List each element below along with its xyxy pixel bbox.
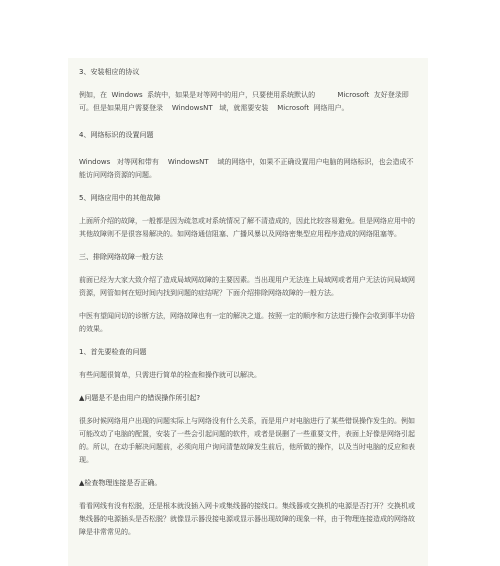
section-heading-network-id: 4、网络标识的设置问题 xyxy=(79,131,154,139)
section-heading-troubleshooting-methods: 三、排除网络故障一般方法 xyxy=(79,253,163,261)
subheading-user-error: ▲问题是不是由用户的错误操作所引起? xyxy=(79,394,201,402)
paragraph-physical-connection: 看看网线有没有松脱，还是根本就没插入网卡或集线器的接线口。集线器或交换机的电源是否打开？交换机或集线器的电源插头是否松脱？就像显示器没接电源或显示器出现故障的现象一样，由于物理连接造成的网络故障是非常常见的。 xyxy=(79,502,415,536)
section-heading-other-faults: 5、网络应用中的其他故障 xyxy=(79,194,161,202)
paragraph-user-error: 很多时候网络用户出现的问题实际上与网络没有什么关系，而是用户对电脑进行了某些错误操作发生的。例如可能改动了电脑的配置，安装了一些会引起问题的软件，或者是误删了一些重要文件，表面上好像是网络引起的。所以，在动手解决问题前，必须向用户询问清楚故障发生前后，他所做的操作，以及当时电脑的反应和表现。 xyxy=(79,417,415,464)
paragraph-diagnosis-approach: 中医有望闻问切的诊断方法，网络故障也有一定的解决之道。按照一定的顺序和方法进行操作会收到事半功倍的效果。 xyxy=(79,312,415,333)
section-heading-check-first: 1、首先要检查的问题 xyxy=(79,348,147,356)
paragraph-troubleshooting-intro: 前面已经为大家大致介绍了造成局域网故障的主要因素。当出现用户无法连上局域网或者用户无法访问局域网资源，网管如何在短时间内找到问题的症结呢？下面介绍排除网络故障的一般方法。 xyxy=(79,276,415,297)
subheading-physical-connection: ▲检查物理连接是否正确。 xyxy=(79,479,162,487)
paragraph-other-faults: 上面所介绍的故障，一般都是因为疏忽或对系统情况了解不清造成的，因此比较容易避免。但是网络应用中的其他故障则不是很容易解决的。如网络通信阻塞、广播风暴以及网络密集型应用程序造成的网络阻塞等。 xyxy=(79,217,415,238)
paragraph-check-first: 有些问题很简单，只需进行简单的检查和操作就可以解决。 xyxy=(79,371,261,379)
paragraph-network-id: Windows 对等网和带有 WindowsNT 域的网络中，如果不正确设置用户电脑的网络标识，也会造成不能访问网络资源的问题。 xyxy=(79,158,414,179)
paragraph-install-protocol: 例如，在 Windows 系统中，如果是对等网中的用户，只要使用系统默认的 Microsoft 友好登录即可。但是如果用户需要登录 WindowsNT 域，就需要安装 Microsoft 网络用户。 xyxy=(79,91,409,112)
document-page xyxy=(68,58,428,566)
section-heading-install-protocol: 3、安装相应的协议 xyxy=(79,68,140,76)
document-content xyxy=(68,58,428,539)
